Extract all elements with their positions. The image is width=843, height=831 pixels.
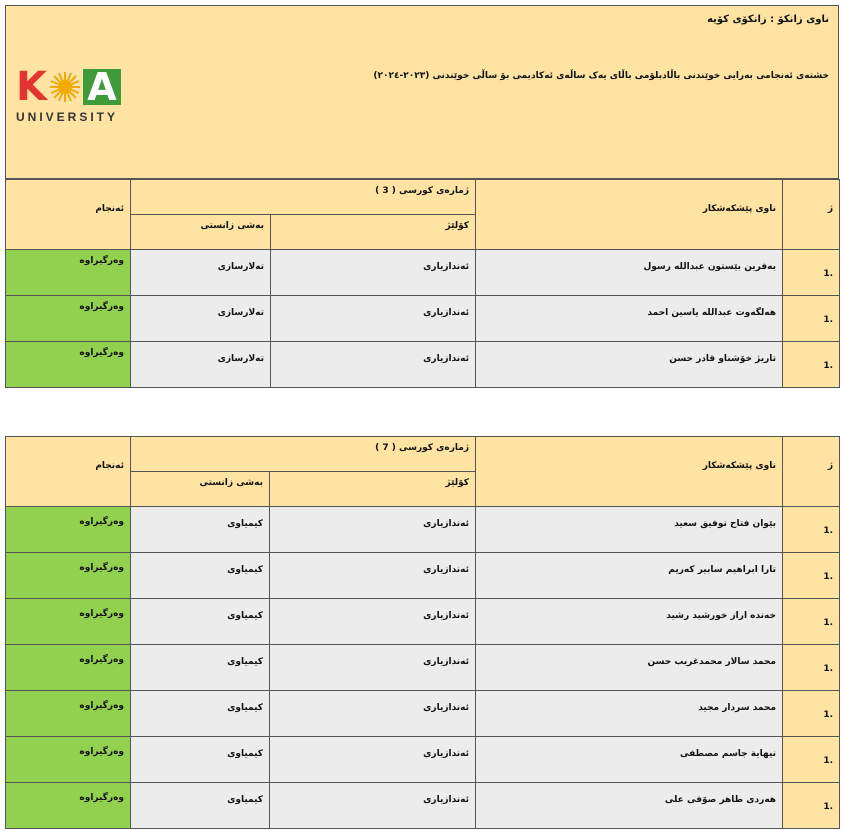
result-cell: وەرگیراوە (6, 645, 131, 691)
name-cell: محمد سردار مجید (476, 691, 783, 737)
college-name: ناوی زانکۆ : زانکۆی کۆیە (707, 14, 829, 25)
index-cell: 1. (783, 553, 840, 599)
header-index: ژ (783, 180, 840, 250)
logo-letter-a-box (83, 65, 121, 109)
name-cell: هەلگەوت عبداللە یاسین احمد (476, 296, 783, 342)
header-result: ئەنجام (6, 180, 131, 250)
index-cell: 1. (783, 342, 840, 388)
table-row (6, 296, 840, 342)
table-row (6, 342, 840, 388)
department-cell: کیمیاوی (131, 645, 270, 691)
name-cell: بێوان فتاح توفیق سعید (476, 507, 783, 553)
college-cell: ئەندازیاری (271, 250, 476, 296)
table-row (6, 783, 840, 829)
department-cell: کیمیاوی (131, 691, 270, 737)
department-cell: تەلارسازی (131, 296, 271, 342)
college-cell: ئەندازیاری (270, 553, 476, 599)
name-cell: نیهایة جاسم مصطفی (476, 737, 783, 783)
department-cell: تەلارسازی (131, 342, 271, 388)
college-cell: ئەندازیاری (270, 737, 476, 783)
document-title: خشتەی ئەنجامی بەرایی خوێندنی باڵادبلۆمی باڵای یەک ساڵەی ئەکادیمی بۆ ساڵی خوێندنی (٢٠٢٣-٢٠٢٤) (373, 71, 829, 81)
department-cell: تەلارسازی (131, 250, 271, 296)
index-cell: 1. (783, 737, 840, 783)
header-department: بەشی زانستی (131, 472, 270, 507)
index-cell: 1. (783, 250, 840, 296)
header-college: کۆلێژ (270, 472, 476, 507)
college-cell: ئەندازیاری (270, 599, 476, 645)
header-index: ژ (783, 437, 840, 507)
college-cell: ئەندازیاری (270, 507, 476, 553)
header-department: بەشی زانستی (131, 215, 271, 250)
results-table-2 (5, 436, 840, 829)
result-cell: وەرگیراوە (6, 296, 131, 342)
college-cell: ئەندازیاری (271, 342, 476, 388)
index-cell: 1. (783, 691, 840, 737)
result-cell: وەرگیراوە (6, 250, 131, 296)
index-cell: 1. (783, 599, 840, 645)
table-row (6, 737, 840, 783)
result-cell: وەرگیراوە (6, 691, 131, 737)
result-cell: وەرگیراوە (6, 599, 131, 645)
result-cell: وەرگیراوە (6, 783, 131, 829)
index-cell: 1. (783, 645, 840, 691)
logo-university-text: UNIVERSITY (16, 110, 119, 124)
header-college: کۆلێژ (271, 215, 476, 250)
table-row (6, 553, 840, 599)
result-cell: وەرگیراوە (6, 507, 131, 553)
koya-university-logo (16, 64, 151, 128)
header-result: ئەنجام (6, 437, 131, 507)
result-cell: وەرگیراوە (6, 737, 131, 783)
name-cell: بەفرین بێستون عبداللە رسول (476, 250, 783, 296)
document-header (5, 5, 839, 179)
index-cell: 1. (783, 507, 840, 553)
name-cell: هەردی طاهر صۆفی علی (476, 783, 783, 829)
department-cell: کیمیاوی (131, 783, 270, 829)
result-cell: وەرگیراوە (6, 342, 131, 388)
logo-letter-k: K (16, 64, 47, 110)
index-cell: 1. (783, 783, 840, 829)
index-cell: 1. (783, 296, 840, 342)
table-row (6, 691, 840, 737)
name-cell: تاریژ خۆشناو قادر حسن (476, 342, 783, 388)
college-cell: ئەندازیاری (270, 645, 476, 691)
header-course-count: ژمارەی کورسی ( 3 ) (131, 180, 476, 215)
logo-letter-a: A (87, 65, 117, 109)
header-applicant-name: ناوی پێشکەشکار (476, 180, 783, 250)
table-row (6, 599, 840, 645)
department-cell: کیمیاوی (131, 599, 270, 645)
results-table-1 (5, 179, 840, 388)
college-cell: ئەندازیاری (270, 783, 476, 829)
table-row (6, 250, 840, 296)
department-cell: کیمیاوی (131, 553, 270, 599)
sun-icon (48, 70, 82, 104)
table-row (6, 507, 840, 553)
result-cell: وەرگیراوە (6, 553, 131, 599)
name-cell: محمد سالار محمدغریب حسن (476, 645, 783, 691)
department-cell: کیمیاوی (131, 737, 270, 783)
header-applicant-name: ناوی پێشکەشکار (476, 437, 783, 507)
college-cell: ئەندازیاری (271, 296, 476, 342)
name-cell: تارا ابراهیم سابیر کەریم (476, 553, 783, 599)
name-cell: خەندە اراز خورشید رشید (476, 599, 783, 645)
header-course-count: ژمارەی کورسی ( 7 ) (131, 437, 476, 472)
table-row (6, 645, 840, 691)
college-cell: ئەندازیاری (270, 691, 476, 737)
department-cell: کیمیاوی (131, 507, 270, 553)
